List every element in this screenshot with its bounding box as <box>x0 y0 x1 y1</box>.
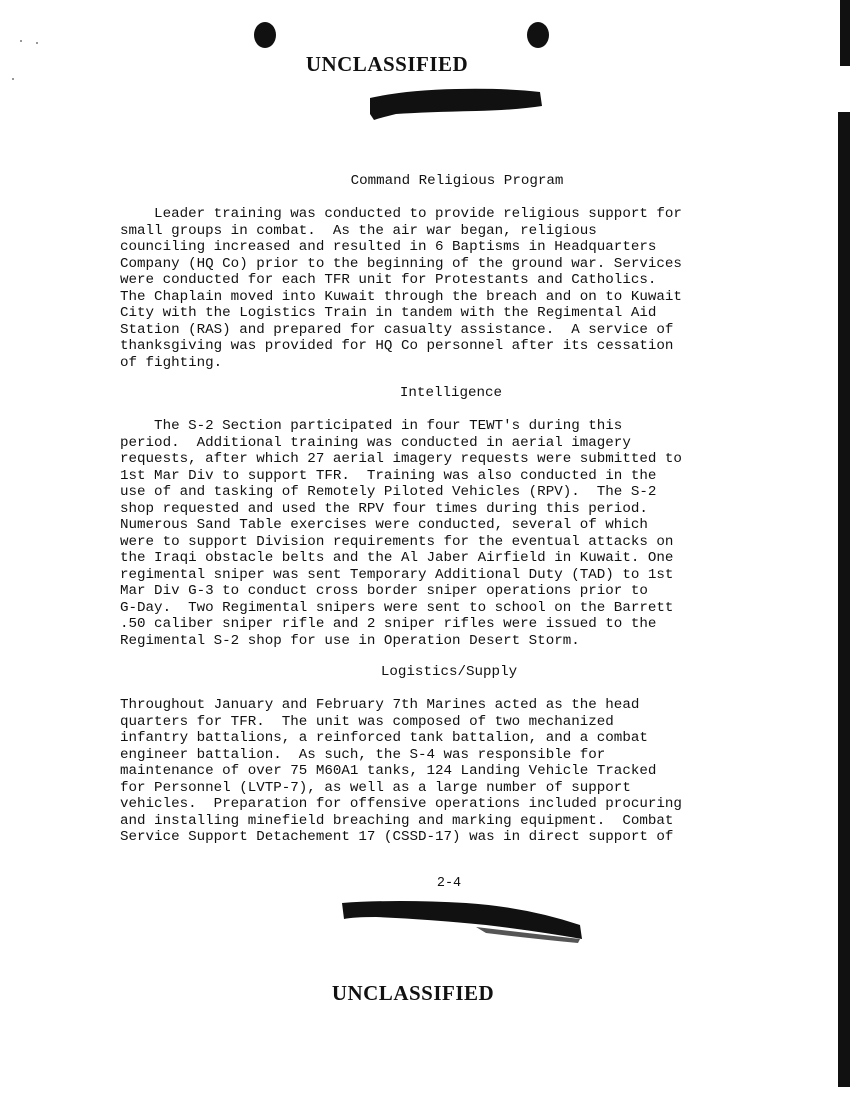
section-heading-logistics: Logistics/Supply <box>380 664 518 680</box>
scan-speck <box>36 42 38 44</box>
punch-hole-left <box>254 22 276 48</box>
punch-hole-right <box>527 22 549 48</box>
redaction-mark-bottom <box>336 895 586 945</box>
scan-edge-bar-top <box>840 0 850 66</box>
scan-speck <box>12 78 14 80</box>
section-heading-command-religious: Command Religious Program <box>350 173 564 189</box>
classification-marking-top: UNCLASSIFIED <box>305 52 469 76</box>
page-number: 2-4 <box>436 876 462 891</box>
section-paragraph-logistics: Throughout January and February 7th Marines acted as the head quarters for TFR. The unit was composed of two mechanized infantry battalions, a reinforced tank battalion, and a combat engineer battalion. As such, the S-4 was responsible for maintenance of over 75 M60A1 tanks, 124 Landing Vehicle Tracked for Personnel (LVTP-7), as well as a large number of support vehicles. Preparation for offensive operations included procuring and installing minefield breaching and marking equipment. Combat Service Support Detachement 17 (CSSD-17) was in direct support of <box>120 697 682 845</box>
scan-edge-bar-right <box>838 112 850 1087</box>
classification-marking-bottom: UNCLASSIFIED <box>331 981 495 1005</box>
scan-speck <box>20 40 22 42</box>
section-paragraph-command-religious: Leader training was conducted to provide religious support for small groups in combat. As the air war began, religious counciling increased and resulted in 6 Baptisms in Headquarters Company (HQ Co) prior to the beginning of the ground war. Services were conducted for each TFR unit for Protestants and Catholics. The Chaplain moved into Kuwait through the breach and on to Kuwait City with the Logistics Train in tandem with the Regimental Aid Station (RAS) and prepared for casualty assistance. A service of thanksgiving was provided for HQ Co personnel after its cessation of fighting. <box>120 206 682 371</box>
section-paragraph-intelligence: The S-2 Section participated in four TEWT's during this period. Additional training was conducted in aerial imagery requests, after which 27 aerial imagery requests were submitted to 1st Mar Div to support TFR. Training was also conducted in the use of and tasking of Remotely Piloted Vehicles (RPV). The S-2 shop requested and used the RPV four times during this period. Numerous Sand Table exercises were conducted, several of which were to support Division requirements for the eventual attacks on the Iraqi obstacle belts and the Al Jaber Airfield in Kuwait. One regimental sniper was sent Temporary Additional Duty (TAD) to 1st Mar Div G-3 to conduct cross border sniper operations prior to G-Day. Two Regimental snipers were sent to school on the Barrett .50 caliber sniper rifle and 2 sniper rifles were issued to the Regimental S-2 shop for use in Operation Desert Storm. <box>120 418 682 649</box>
redaction-mark-top <box>366 84 546 124</box>
section-heading-intelligence: Intelligence <box>399 385 503 401</box>
